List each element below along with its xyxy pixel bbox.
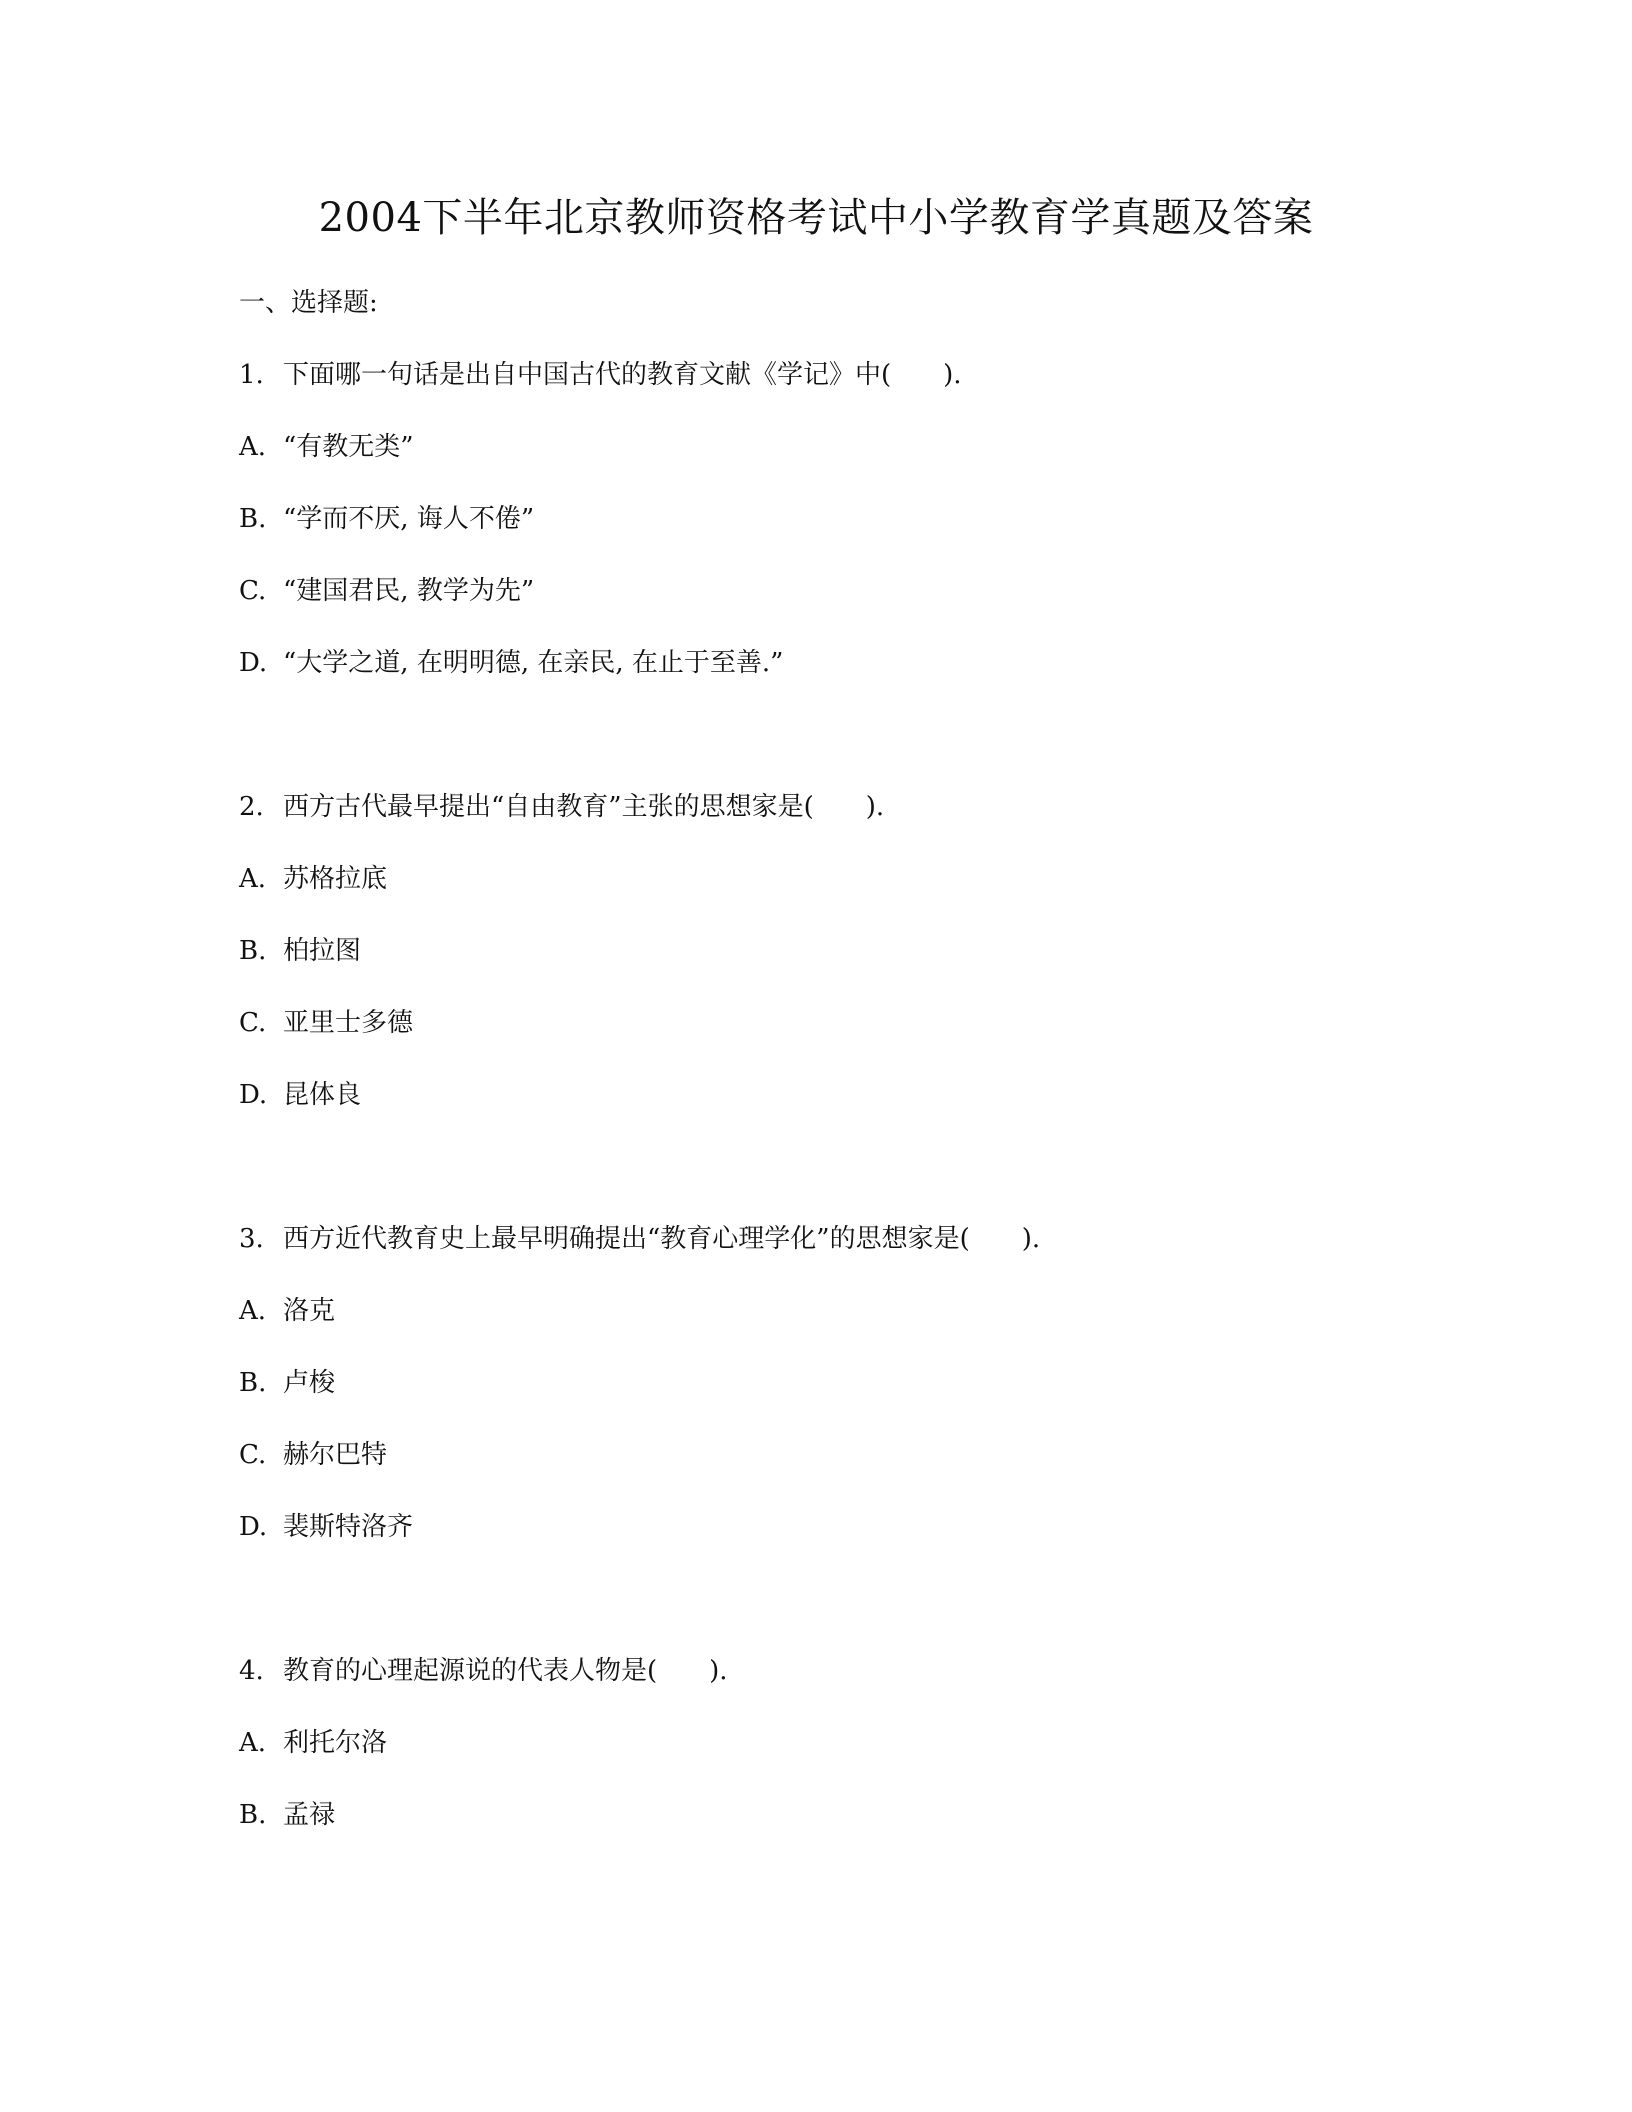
question-2-option-a	[239, 862, 387, 896]
question-2-option-b	[239, 934, 361, 968]
question-text: 西方近代教育史上最早明确提出“教育心理学化”的思想家是( ).	[283, 1224, 1041, 1254]
option-text: 苏格拉底	[283, 864, 388, 894]
question-number: 1.	[239, 360, 264, 390]
option-text: “建国君民, 教学为先”	[283, 576, 535, 606]
option-letter: B.	[239, 1800, 267, 1830]
question-number: 2.	[239, 792, 264, 822]
question-3-option-a	[239, 1294, 335, 1328]
question-1-option-d	[239, 646, 783, 680]
question-4-stem	[239, 1654, 728, 1688]
question-3-option-b	[239, 1366, 335, 1400]
question-1-option-a	[239, 430, 414, 464]
question-3-option-c	[239, 1438, 387, 1472]
question-3-option-d	[239, 1510, 413, 1544]
option-letter: C.	[239, 1008, 267, 1038]
option-letter: B.	[239, 504, 267, 534]
question-number: 4.	[239, 1656, 264, 1686]
option-letter: B.	[239, 1368, 267, 1398]
option-letter: A.	[239, 864, 267, 894]
option-letter: A.	[239, 1728, 267, 1758]
question-text: 教育的心理起源说的代表人物是( ).	[283, 1656, 728, 1686]
question-4-option-b	[239, 1798, 335, 1832]
option-text: “学而不厌, 诲人不倦”	[283, 504, 535, 534]
question-1-option-b	[239, 502, 534, 536]
question-text: 西方古代最早提出“自由教育”主张的思想家是( ).	[283, 792, 885, 822]
question-1-stem	[239, 358, 962, 392]
option-letter: B.	[239, 936, 267, 966]
option-letter: D.	[239, 1512, 268, 1542]
option-text: “有教无类”	[283, 432, 414, 462]
option-text: 柏拉图	[283, 936, 362, 966]
document-title: 2004下半年北京教师资格考试中小学教育学真题及答案	[318, 195, 1314, 241]
option-text: 洛克	[283, 1296, 336, 1326]
question-2-option-d	[239, 1078, 361, 1112]
question-number: 3.	[239, 1224, 264, 1254]
option-text: 利托尔洛	[283, 1728, 388, 1758]
option-letter: A.	[239, 432, 267, 462]
question-text: 下面哪一句话是出自中国古代的教育文献《学记》中( ).	[283, 360, 962, 390]
option-letter: C.	[239, 576, 267, 606]
option-letter: A.	[239, 1296, 267, 1326]
option-text: 孟禄	[283, 1800, 336, 1830]
section-heading: 一、选择题:	[239, 288, 378, 318]
option-text: 亚里士多德	[283, 1008, 414, 1038]
option-text: 赫尔巴特	[283, 1440, 388, 1470]
option-letter: D.	[239, 648, 268, 678]
question-1-option-c	[239, 574, 534, 608]
option-letter: C.	[239, 1440, 267, 1470]
option-text: 昆体良	[283, 1080, 362, 1110]
question-3-stem	[239, 1222, 1040, 1256]
question-2-stem	[239, 790, 884, 824]
question-4-option-a	[239, 1726, 387, 1760]
option-text: 卢梭	[283, 1368, 336, 1398]
option-letter: D.	[239, 1080, 268, 1110]
question-2-option-c	[239, 1006, 413, 1040]
option-text: “大学之道, 在明明德, 在亲民, 在止于至善.”	[283, 648, 784, 678]
option-text: 裴斯特洛齐	[283, 1512, 414, 1542]
